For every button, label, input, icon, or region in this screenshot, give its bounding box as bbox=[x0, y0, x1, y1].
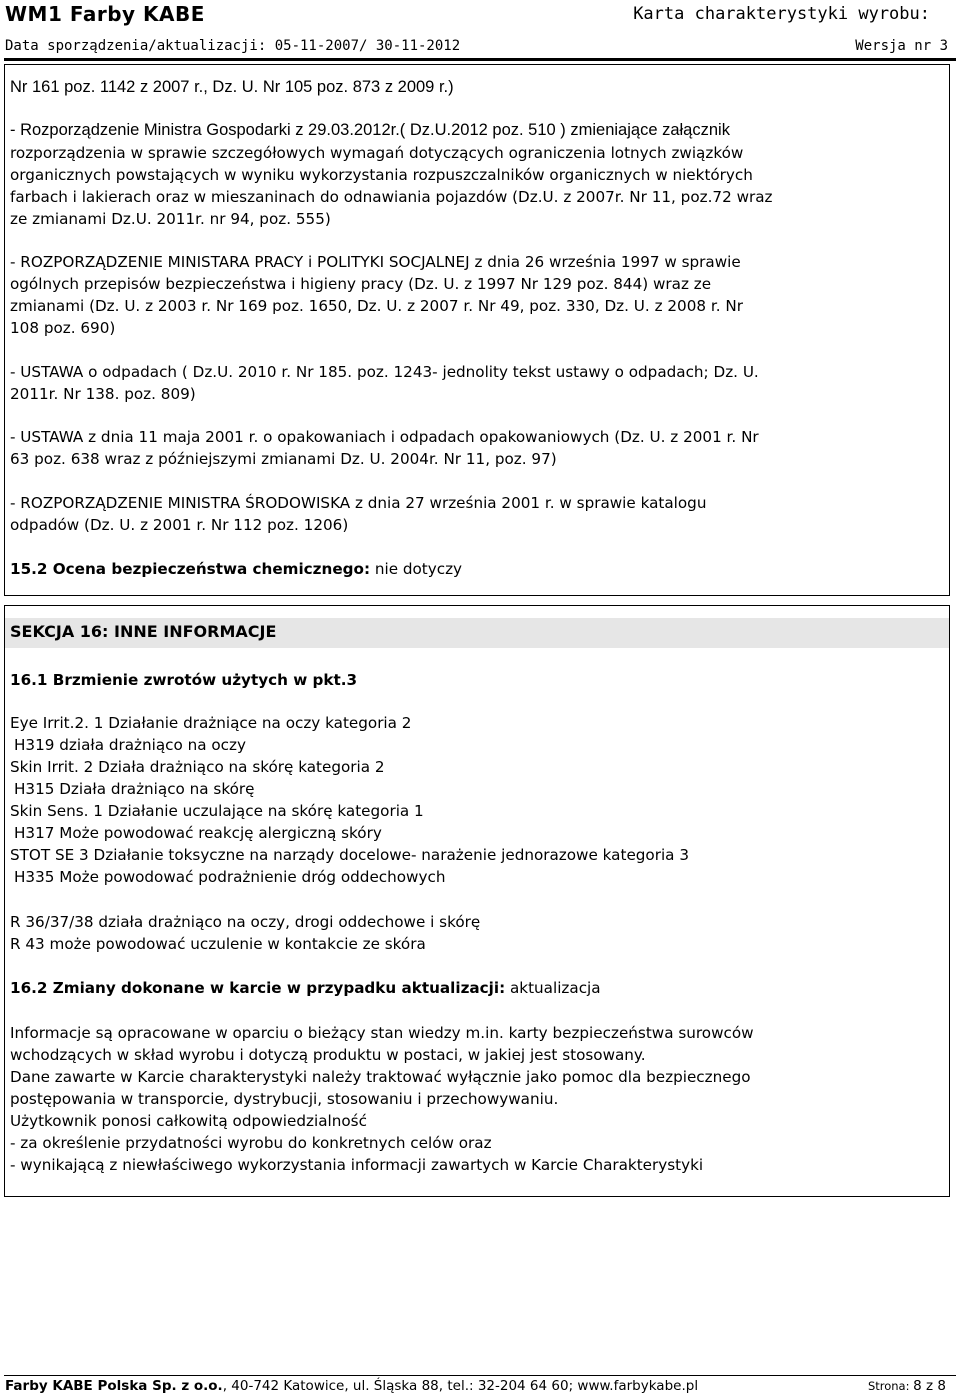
info-line: postępowania w transporcie, dystrybucji, stosowaniu i przechowywaniu. bbox=[10, 1090, 559, 1108]
section-16-2-label: 16.2 Zmiany dokonane w karcie w przypadku aktualizacji: bbox=[10, 979, 506, 997]
regulation-line: - ROZPORZĄDZENIE MINISTARA PRACY i POLITYKI SOCJALNEJ z dnia 26 września 1997 w sprawie bbox=[10, 253, 741, 271]
phrase-line: Skin Sens. 1 Działanie uczulające na skórę kategoria 1 bbox=[10, 802, 424, 820]
info-line: Informacje są opracowane w oparciu o bieżący stan wiedzy m.in. karty bezpieczeństwa surowców bbox=[10, 1024, 754, 1042]
regulation-line: Nr 161 poz. 1142 z 2007 r., Dz. U. Nr 105 poz. 873 z 2009 r.) bbox=[10, 78, 454, 96]
page-number bbox=[868, 1378, 946, 1394]
footer-divider bbox=[4, 1375, 956, 1376]
regulation-line: ogólnych przepisów bezpieczeństwa i higieny pracy (Dz. U. z 1997 Nr 129 poz. 844) wraz ze bbox=[10, 275, 712, 293]
section-15-2-label: 15.2 Ocena bezpieczeństwa chemicznego: bbox=[10, 560, 371, 578]
phrase-line: Skin Irrit. 2 Działa drażniąco na skórę kategoria 2 bbox=[10, 758, 385, 776]
regulation-line: 108 poz. 690) bbox=[10, 319, 116, 337]
phrase-line: H315 Działa drażniąco na skórę bbox=[14, 780, 255, 798]
footer-company bbox=[5, 1378, 698, 1394]
footer-address: , 40-742 Katowice, ul. Śląska 88, tel.: 32-204 64 60; www.farbykabe.pl bbox=[222, 1378, 699, 1394]
section-16-2 bbox=[10, 977, 601, 999]
document-title: Karta charakterystyki wyrobu: bbox=[633, 4, 930, 24]
header-divider bbox=[4, 58, 956, 61]
page-total: 8 bbox=[937, 1378, 946, 1394]
regulation-line: zmianami (Dz. U. z 2003 r. Nr 169 poz. 1650, Dz. U. z 2007 r. Nr 49, poz. 330, Dz. U. z 2008 r. Nr bbox=[10, 297, 743, 315]
phrase-line: H335 Może powodować podrażnienie dróg oddechowych bbox=[14, 868, 446, 886]
phrase-line: H319 działa drażniąco na oczy bbox=[14, 736, 246, 754]
info-line: wchodzących w skład wyrobu i dotyczą produktu w postaci, w jakiej jest stosowany. bbox=[10, 1046, 646, 1064]
page-label: Strona: bbox=[867, 1379, 914, 1393]
regulation-line: ze zmianami Dz.U. 2011r. nr 94, poz. 555) bbox=[10, 210, 331, 228]
regulation-line: organicznych powstających w wyniku wykorzystania rozpuszczalników organicznych w niektórych bbox=[10, 166, 753, 184]
regulation-line: rozporządzenia w sprawie szczegółowych wymagań dotyczących ograniczenia lotnych związków bbox=[10, 144, 744, 162]
regulation-line: farbach i lakierach oraz w mieszaninach do odnawiania pojazdów (Dz.U. z 2007r. Nr 11, poz.72 wraz bbox=[10, 188, 773, 206]
regulation-line: - USTAWA o odpadach ( Dz.U. 2010 r. Nr 185. poz. 1243- jednolity tekst ustawy o odpadach; Dz. U. bbox=[10, 363, 759, 381]
version-label: Wersja nr 3 bbox=[855, 38, 948, 54]
r-phrase-line: R 36/37/38 działa drażniąco na oczy, drogi oddechowe i skórę bbox=[10, 913, 481, 931]
info-line: - wynikającą z niewłaściwego wykorzystania informacji zawartych w Karcie Charakterystyki bbox=[10, 1156, 704, 1174]
regulation-line: odpadów (Dz. U. z 2001 r. Nr 112 poz. 1206) bbox=[10, 516, 349, 534]
regulation-line: - Rozporządzenie Ministra Gospodarki z 29.03.2012r.( Dz.U.2012 poz. 510 ) zmieniające załącznik bbox=[10, 121, 730, 139]
phrase-line: H317 Może powodować reakcję alergiczną skóry bbox=[14, 824, 382, 842]
page-current: 8 bbox=[913, 1378, 922, 1394]
regulation-line: 2011r. Nr 138. poz. 809) bbox=[10, 385, 196, 403]
section-16-title: SEKCJA 16: INNE INFORMACJE bbox=[10, 622, 277, 641]
section-16-2-value: aktualizacja bbox=[505, 979, 601, 997]
section-15-2 bbox=[10, 558, 462, 580]
section-16-1-heading: 16.1 Brzmienie zwrotów użytych w pkt.3 bbox=[10, 671, 358, 689]
company-name: WM1 Farby KABE bbox=[5, 2, 205, 26]
regulation-line: - ROZPORZĄDZENIE MINISTRA ŚRODOWISKA z dnia 27 września 2001 r. w sprawie katalogu bbox=[10, 494, 707, 512]
info-line: Użytkownik ponosi całkowitą odpowiedzialność bbox=[10, 1112, 367, 1130]
info-line: Dane zawarte w Karcie charakterystyki należy traktować wyłącznie jako pomoc dla bezpiecznego bbox=[10, 1068, 751, 1086]
regulation-line: - USTAWA z dnia 11 maja 2001 r. o opakowaniach i odpadach opakowaniowych (Dz. U. z 2001 r. Nr bbox=[10, 428, 759, 446]
page-separator: z bbox=[921, 1378, 938, 1394]
info-line: - za określenie przydatności wyrobu do konkretnych celów oraz bbox=[10, 1134, 492, 1152]
footer-company-name: Farby KABE Polska Sp. z o.o. bbox=[5, 1378, 223, 1394]
section-15-2-value: nie dotyczy bbox=[370, 560, 463, 578]
phrase-line: STOT SE 3 Działanie toksyczne na narządy docelowe- narażenie jednorazowe kategoria 3 bbox=[10, 846, 689, 864]
phrase-line: Eye Irrit.2. 1 Działanie drażniące na oczy kategoria 2 bbox=[10, 714, 412, 732]
r-phrase-line: R 43 może powodować uczulenie w kontakcie ze skóra bbox=[10, 935, 426, 953]
regulation-line: 63 poz. 638 wraz z późniejszymi zmianami Dz. U. 2004r. Nr 11, poz. 97) bbox=[10, 450, 557, 468]
date-line: Data sporządzenia/aktualizacji: 05-11-2007/ 30-11-2012 bbox=[5, 38, 461, 54]
